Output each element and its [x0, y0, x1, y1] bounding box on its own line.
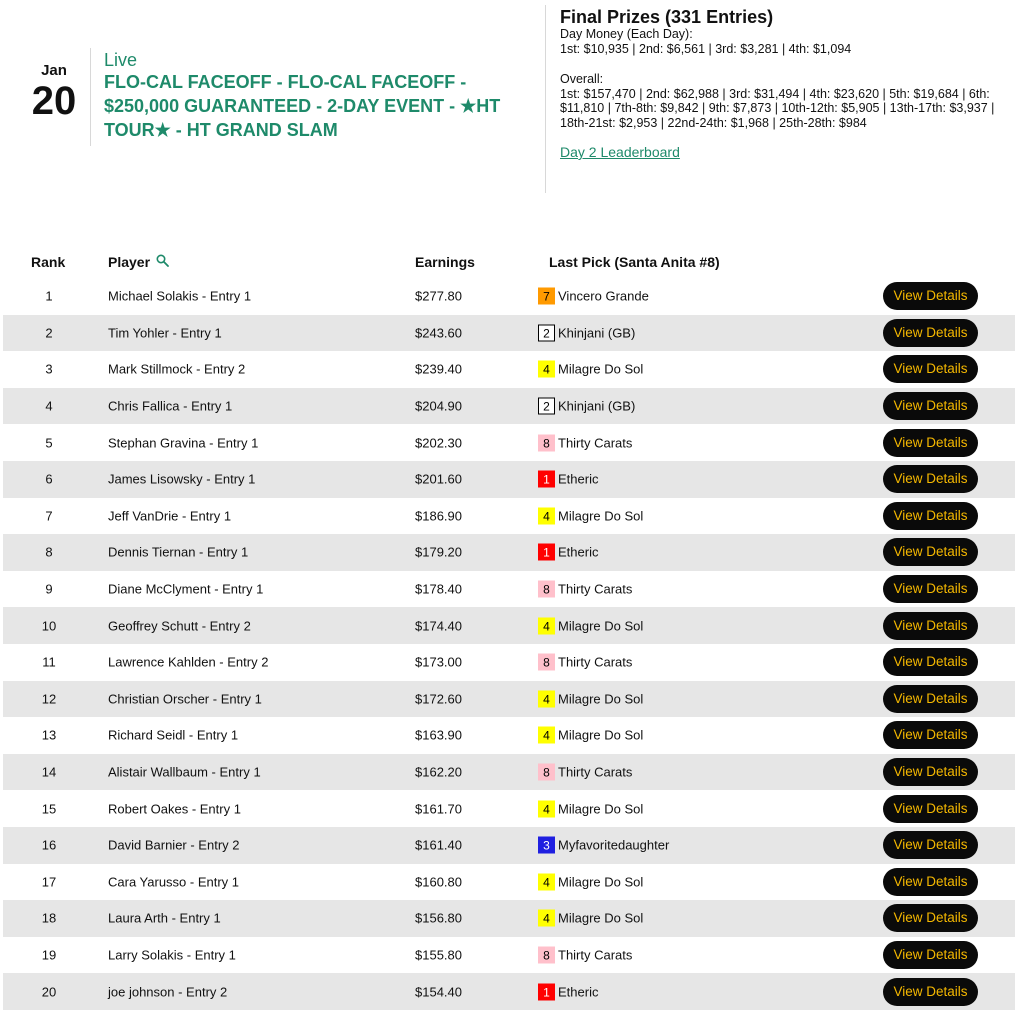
table-row: [3, 315, 1015, 352]
horse-name: Etheric: [558, 544, 599, 560]
player-cell: David Barnier - Entry 2: [108, 837, 240, 853]
last-pick-cell: [538, 727, 643, 744]
table-row: [3, 351, 1015, 388]
earnings-cell: $162.20: [415, 764, 462, 780]
earnings-cell: $154.40: [415, 984, 462, 1000]
player-cell: Cara Yarusso - Entry 1: [108, 874, 240, 890]
table-row: [3, 388, 1015, 425]
horse-name: Milagre Do Sol: [558, 691, 644, 707]
horse-name: Milagre Do Sol: [558, 361, 644, 377]
player-cell: Stephan Gravina - Entry 1: [108, 435, 259, 451]
table-row: [3, 571, 1015, 608]
player-cell: Tim Yohler - Entry 1: [108, 325, 222, 341]
last-pick-cell: [538, 800, 643, 817]
prizes-title: Final Prizes (331 Entries): [560, 7, 774, 27]
earnings-cell: $160.80: [415, 874, 462, 890]
table-row: [3, 790, 1015, 827]
table-row: [3, 864, 1015, 901]
view-details-button[interactable]: View Details: [883, 429, 978, 457]
post-position-badge: 4: [538, 617, 555, 634]
post-position-badge: 4: [538, 910, 555, 927]
earnings-cell: $201.60: [415, 471, 462, 487]
horse-name: Thirty Carats: [558, 435, 633, 451]
rank-cell: 10: [41, 618, 57, 634]
table-row: [3, 827, 1015, 864]
post-position-badge: 8: [538, 764, 555, 781]
rank-cell: 19: [41, 947, 57, 963]
table-row: [3, 278, 1015, 315]
rank-cell: 13: [41, 727, 57, 743]
post-position-badge: 4: [538, 873, 555, 890]
last-pick-cell: [538, 434, 632, 451]
last-pick-cell: [538, 361, 643, 378]
last-pick-cell: [538, 507, 643, 524]
prizes-divider: [545, 5, 546, 193]
earnings-cell: $155.80: [415, 947, 462, 963]
table-row: [3, 424, 1015, 461]
earnings-cell: $178.40: [415, 581, 462, 597]
earnings-cell: $243.60: [415, 325, 462, 341]
event-date: [24, 62, 84, 121]
post-position-badge: 3: [538, 837, 555, 854]
overall-label: Overall:: [560, 72, 604, 86]
last-pick-cell: [538, 764, 632, 781]
rank-cell: 4: [45, 398, 53, 414]
rank-cell: 11: [42, 654, 56, 670]
post-position-badge: 8: [538, 434, 555, 451]
day-2-leaderboard-link[interactable]: Day 2 Leaderboard: [560, 144, 680, 160]
post-position-badge: 4: [538, 507, 555, 524]
last-pick-cell: [538, 690, 643, 707]
rank-header: Rank: [31, 254, 66, 270]
post-position-badge: 4: [538, 690, 555, 707]
rank-cell: 8: [45, 544, 53, 560]
last-pick-cell: [538, 983, 598, 1000]
horse-name: Milagre Do Sol: [558, 801, 644, 817]
player-cell: Jeff VanDrie - Entry 1: [108, 508, 232, 524]
earnings-cell: $172.60: [415, 691, 462, 707]
table-header: [3, 246, 1015, 278]
post-position-badge: 1: [538, 544, 555, 561]
table-row: [3, 681, 1015, 718]
horse-name: Milagre Do Sol: [558, 618, 644, 634]
rank-cell: 5: [45, 435, 53, 451]
player-cell: Dennis Tiernan - Entry 1: [108, 544, 249, 560]
post-position-badge: 2: [538, 398, 555, 415]
table-row: [3, 717, 1015, 754]
horse-name: Milagre Do Sol: [558, 508, 644, 524]
horse-name: Thirty Carats: [558, 764, 633, 780]
earnings-cell: $174.40: [415, 618, 462, 634]
event-month: Jan: [41, 62, 67, 79]
view-details-button[interactable]: View Details: [883, 868, 978, 896]
earnings-cell: $204.90: [415, 398, 462, 414]
player-cell: joe johnson - Entry 2: [108, 984, 228, 1000]
post-position-badge: 7: [538, 288, 555, 305]
last-pick-cell: [538, 837, 669, 854]
event-title: FLO-CAL FACEOFF - FLO-CAL FACEOFF - $250,000 GUARANTEED - 2-DAY EVENT - ★HT TOUR★ - HT GRAND SLAM: [104, 72, 501, 140]
header-divider: [90, 48, 91, 146]
rank-cell: 1: [45, 288, 53, 304]
table-row: [3, 644, 1015, 681]
earnings-cell: $277.80: [415, 288, 462, 304]
rank-cell: 14: [41, 764, 57, 780]
player-cell: Robert Oakes - Entry 1: [108, 801, 241, 817]
horse-name: Etheric: [558, 471, 599, 487]
view-details-button[interactable]: View Details: [883, 904, 978, 932]
event-day: 20: [31, 79, 77, 123]
post-position-badge: 8: [538, 946, 555, 963]
table-row: [3, 754, 1015, 791]
rank-cell: 12: [41, 691, 57, 707]
horse-name: Milagre Do Sol: [558, 874, 644, 890]
player-cell: Diane McClyment - Entry 1: [108, 581, 264, 597]
event-header: [0, 0, 1023, 200]
player-cell: Laura Arth - Entry 1: [108, 910, 221, 926]
earnings-cell: $156.80: [415, 910, 462, 926]
earnings-cell: $202.30: [415, 435, 462, 451]
prizes-panel: [560, 7, 1010, 162]
view-details-button[interactable]: View Details: [883, 831, 978, 859]
rank-cell: 16: [41, 837, 57, 853]
view-details-button[interactable]: View Details: [883, 941, 978, 969]
horse-name: Milagre Do Sol: [558, 910, 644, 926]
view-details-button[interactable]: View Details: [883, 538, 978, 566]
prizes-spacer: [560, 56, 1010, 72]
live-status: Live: [104, 50, 138, 70]
view-details-button[interactable]: View Details: [883, 355, 978, 383]
player-cell: Chris Fallica - Entry 1: [108, 398, 233, 414]
horse-name: Thirty Carats: [558, 581, 633, 597]
horse-name: Thirty Carats: [558, 947, 633, 963]
day-money-values: 1st: $10,935 | 2nd: $6,561 | 3rd: $3,281 | 4th: $1,094: [560, 41, 852, 56]
rank-cell: 3: [45, 361, 53, 377]
player-cell: Richard Seidl - Entry 1: [108, 727, 239, 743]
table-row: [3, 973, 1015, 1010]
last-pick-cell: [538, 946, 632, 963]
player-cell: Geoffrey Schutt - Entry 2: [108, 618, 251, 634]
view-details-button[interactable]: View Details: [883, 392, 978, 420]
horse-name: Khinjani (GB): [558, 398, 636, 414]
day-money-label: Day Money (Each Day):: [560, 27, 693, 41]
rank-cell: 6: [45, 471, 53, 487]
view-details-button[interactable]: View Details: [883, 978, 978, 1006]
earnings-cell: $239.40: [415, 361, 462, 377]
event-info: [104, 50, 524, 142]
overall-values: 1st: $157,470 | 2nd: $62,988 | 3rd: $31,494 | 4th: $23,620 | 5th: $19,684 | 6th: $11,810 | 7th-8th: $9,842 | 9th: $7,873 | 10th-12th: $5,905 | 13th-17th: $3,937 | 18th-21st: $2,953 | 22nd-24th: $1,968 | 25th-28th: $984: [560, 86, 995, 130]
rank-cell: 20: [41, 984, 57, 1000]
earnings-cell: $173.00: [415, 654, 462, 670]
post-position-badge: 1: [538, 471, 555, 488]
player-cell: Mark Stillmock - Entry 2: [108, 361, 246, 377]
player-cell: Michael Solakis - Entry 1: [108, 288, 252, 304]
view-details-button[interactable]: View Details: [883, 502, 978, 530]
view-details-button[interactable]: View Details: [883, 465, 978, 493]
view-details-button[interactable]: View Details: [883, 648, 978, 676]
table-body: [3, 278, 1015, 1010]
last-pick-cell: [538, 654, 632, 671]
player-cell: Alistair Wallbaum - Entry 1: [108, 764, 261, 780]
table-row: [3, 900, 1015, 937]
player-cell: Lawrence Kahlden - Entry 2: [108, 654, 269, 670]
horse-name: Khinjani (GB): [558, 325, 636, 341]
post-position-badge: 4: [538, 361, 555, 378]
table-row: [3, 534, 1015, 571]
last-pick-cell: [538, 398, 635, 415]
last-pick-cell: [538, 288, 649, 305]
last-pick-cell: [538, 617, 643, 634]
view-details-button[interactable]: View Details: [883, 319, 978, 347]
rank-cell: 7: [45, 508, 53, 524]
last-pick-cell: [538, 581, 632, 598]
earnings-cell: $161.70: [415, 801, 462, 817]
earnings-cell: $179.20: [415, 544, 462, 560]
rank-cell: 2: [45, 325, 53, 341]
view-details-button[interactable]: View Details: [883, 721, 978, 749]
post-position-badge: 4: [538, 727, 555, 744]
earnings-cell: $186.90: [415, 508, 462, 524]
player-header: [108, 254, 169, 270]
last-pick-cell: [538, 910, 643, 927]
table-row: [3, 461, 1015, 498]
table-row: [3, 607, 1015, 644]
view-details-button[interactable]: View Details: [883, 282, 978, 310]
earnings-cell: $161.40: [415, 837, 462, 853]
post-position-badge: 2: [538, 324, 555, 341]
player-cell: Christian Orscher - Entry 1: [108, 691, 262, 707]
post-position-badge: 4: [538, 800, 555, 817]
last-pick-cell: [538, 873, 643, 890]
horse-name: Etheric: [558, 984, 599, 1000]
horse-name: Thirty Carats: [558, 654, 633, 670]
view-details-button[interactable]: View Details: [883, 575, 978, 603]
view-details-button[interactable]: View Details: [883, 612, 978, 640]
horse-name: Myfavoritedaughter: [558, 837, 670, 853]
view-details-button[interactable]: View Details: [883, 795, 978, 823]
horse-name: Milagre Do Sol: [558, 727, 644, 743]
player-cell: Larry Solakis - Entry 1: [108, 947, 236, 963]
table-row: [3, 937, 1015, 974]
post-position-badge: 1: [538, 983, 555, 1000]
horse-name: Vincero Grande: [558, 288, 649, 304]
table-row: [3, 498, 1015, 535]
rank-cell: 17: [41, 874, 57, 890]
last-pick-header: Last Pick (Santa Anita #8): [549, 254, 720, 270]
view-details-button[interactable]: View Details: [883, 685, 978, 713]
last-pick-cell: [538, 471, 598, 488]
rank-cell: 18: [41, 910, 57, 926]
last-pick-cell: [538, 544, 598, 561]
rank-cell: 9: [45, 581, 53, 597]
last-pick-cell: [538, 324, 635, 341]
earnings-header: Earnings: [415, 254, 475, 270]
post-position-badge: 8: [538, 654, 555, 671]
rank-cell: 15: [41, 801, 57, 817]
search-icon[interactable]: [156, 254, 169, 267]
view-details-button[interactable]: View Details: [883, 758, 978, 786]
earnings-cell: $163.90: [415, 727, 462, 743]
post-position-badge: 8: [538, 581, 555, 598]
player-cell: James Lisowsky - Entry 1: [108, 471, 256, 487]
leaderboard-table: [3, 246, 1015, 1010]
player-header-label: Player: [108, 254, 151, 270]
